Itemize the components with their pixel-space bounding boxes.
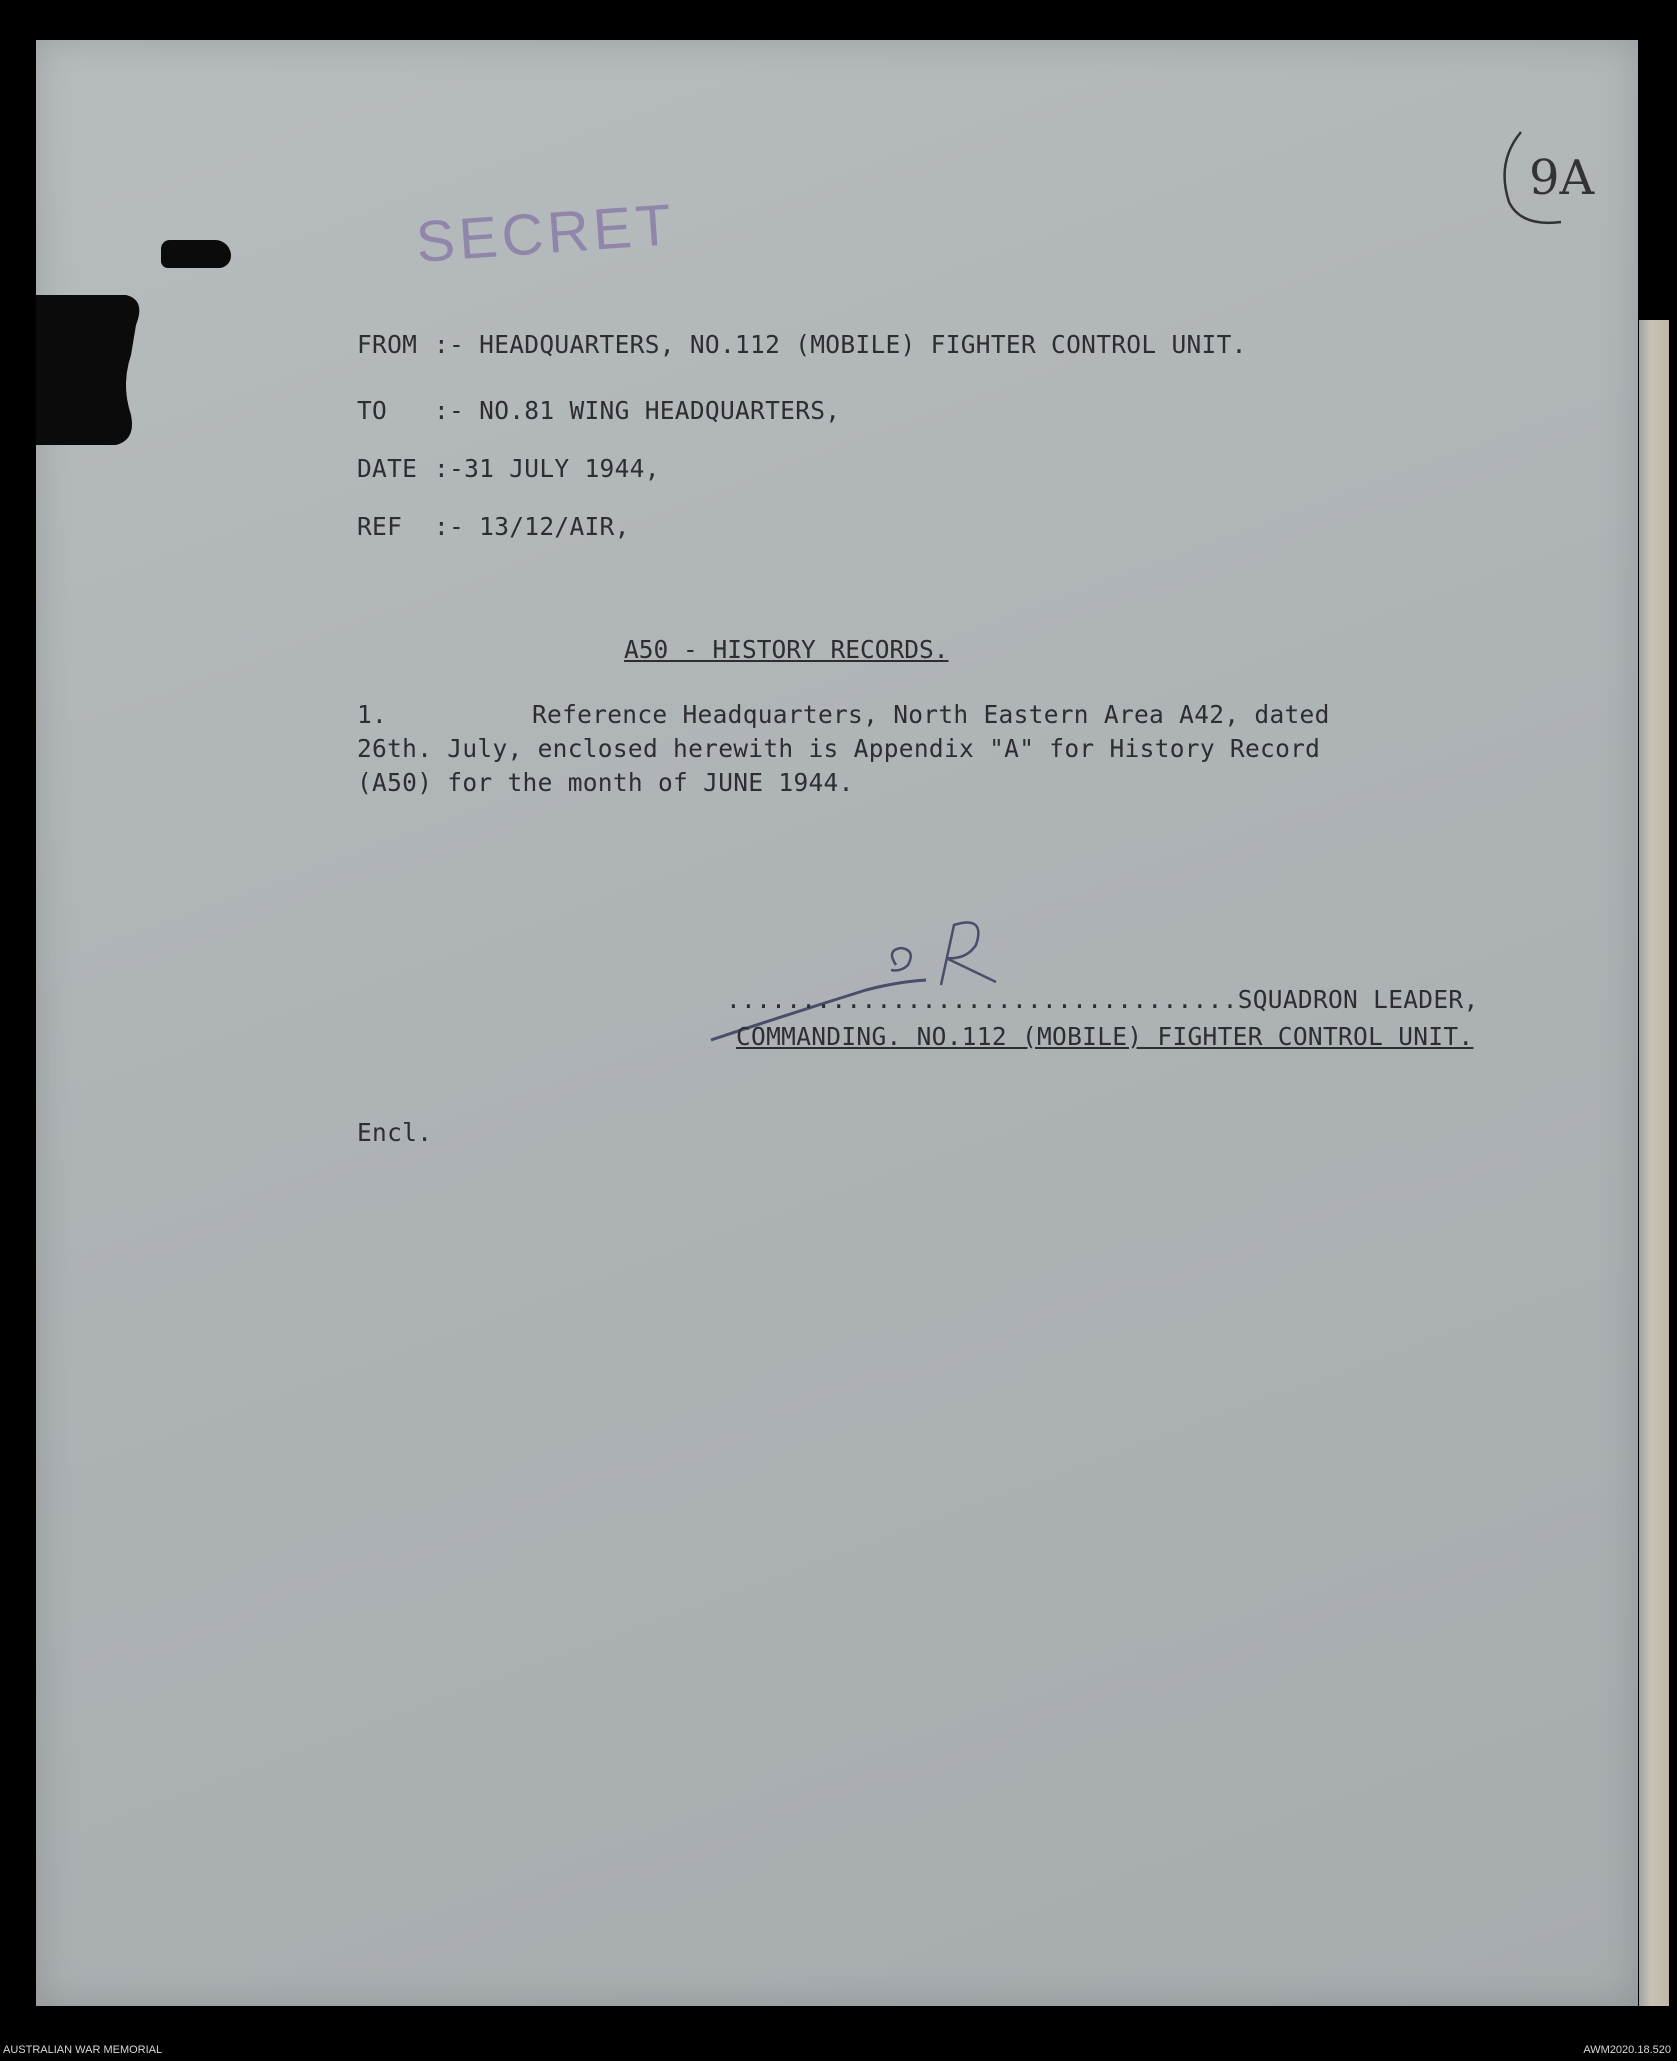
binder-clip — [36, 295, 156, 445]
folio-text: 9A — [1529, 150, 1595, 206]
from-label: FROM — [357, 330, 418, 359]
subject-heading: A50 - HISTORY RECORDS. — [624, 635, 949, 664]
signature-line: ..................................SQUADRON LEADER, — [726, 985, 1479, 1014]
footer-source: AUSTRALIAN WAR MEMORIAL — [3, 2044, 163, 2056]
to-label: TO — [357, 396, 388, 425]
paragraph-line: Reference Headquarters, North Eastern Area A42, dated — [532, 700, 1330, 729]
ref-label: REF — [357, 512, 403, 541]
document-page — [36, 40, 1638, 2006]
footer-reference: AWM2020.18.520 — [1583, 2044, 1671, 2056]
date-value: :-31 JULY 1944, — [434, 454, 660, 483]
page-edge — [1639, 320, 1669, 2006]
secret-stamp: SECRET — [414, 192, 678, 275]
date-label: DATE — [357, 454, 418, 483]
to-value: :- NO.81 WING HEADQUARTERS, — [434, 396, 841, 425]
paragraph-line: 26th. July, enclosed herewith is Appendix "A" for History Record — [357, 734, 1321, 763]
paragraph-number: 1. — [357, 700, 388, 729]
enclosure-note: Encl. — [357, 1118, 433, 1147]
signature-title: COMMANDING. NO.112 (MOBILE) FIGHTER CONTROL UNIT. — [736, 1022, 1474, 1051]
paragraph-line: (A50) for the month of JUNE 1944. — [357, 768, 854, 797]
from-value: :- HEADQUARTERS, NO.112 (MOBILE) FIGHTER CONTROL UNIT. — [434, 330, 1247, 359]
ref-value: :- 13/12/AIR, — [434, 512, 630, 541]
folio-number — [1491, 122, 1631, 232]
punch-hole — [161, 240, 231, 268]
